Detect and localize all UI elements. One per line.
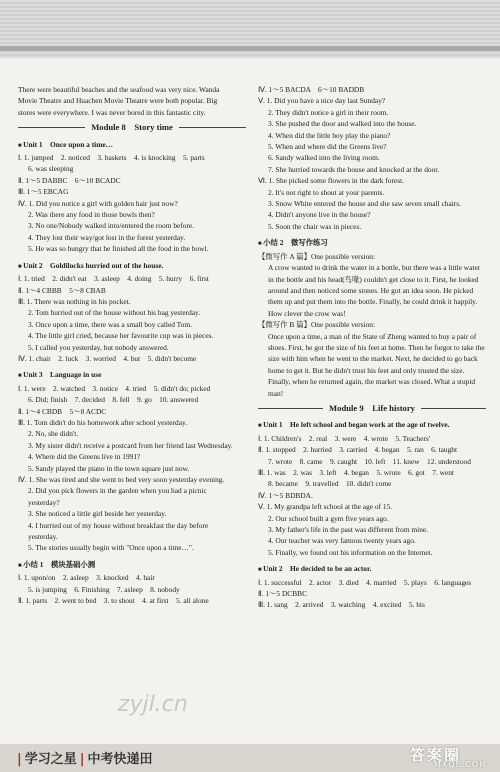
answer-line: Ⅳ. 1. chair 2. luck 3. worried 4. but 5. didn't become [18, 353, 197, 363]
unit-heading: ■ Unit 1 Once upon a time… [18, 139, 246, 152]
answer-line: Ⅲ. 1. sang 2. arrived 3. watching 4. excited 5. his [258, 600, 425, 610]
answer-line: 5. Finally, we found out his information on the Internet. [268, 547, 433, 557]
answer-line: 3. She noticed a little girl beside her yesterday. [28, 509, 167, 519]
answer-line: Ⅵ. 1. She picked some flowers in the dark forest. [258, 176, 404, 186]
answer-line: 6. Sandy walked into the living room. [268, 153, 380, 163]
module-title: Module 8 Story time [91, 122, 173, 133]
unit-heading: ■ Unit 2 He decided to be an actor. [258, 563, 486, 576]
answer-line: Ⅳ. 1. Did you notice a girl with golden hair just now? [18, 198, 178, 208]
answer-line: Ⅱ. 1～4 CBDB 5～8 ACDC [18, 406, 107, 416]
unit-heading: ■ Unit 2 Goldilocks hurried out of the house. [18, 260, 246, 273]
watermark-big: 答案圈 [410, 746, 462, 764]
answer-line: 4. Didn't anyone live in the house? [268, 210, 371, 220]
answer-line: Ⅴ. 1. Did you have a nice day last Sunday? [258, 96, 386, 106]
answer-line: yesterday? [28, 497, 60, 507]
answer-line: Ⅲ. 1. There was nothing in his pocket. [18, 296, 131, 306]
answer-line: Ⅰ. 1. Children's 2. real 3. were 4. wrote 5. Teachers' [258, 433, 431, 443]
answer-line: 7. She hurried towards the house and knocked at the door. [268, 164, 440, 174]
answer-line: 4. They lost their way/got lost in the forest yesterday. [28, 232, 186, 242]
answer-line: 3. My father's life in the past was different from mine. [268, 525, 429, 535]
answer-line: 5. He was so hungry that he finished all the food in the bowl. [28, 244, 209, 254]
answer-line: 2. Did you pick flowers in the garden when you had a picnic [28, 486, 207, 496]
answer-line: 5. I called you yesterday, but nobody answered. [28, 342, 169, 352]
watermark-logo [404, 746, 496, 770]
writing-paragraph: A crow wanted to drink the water in a bottle, but there was a little water in the bottle and his head(鸟喙) couldn't get close to it. First, he looked around and then noticed some stones. He got an idea soon. He picked them up and put them into the bottle. Finally, he could drink it happily. How clever the crow was! [268, 263, 481, 318]
answer-line: 5. Soon the chair was in pieces. [268, 221, 362, 231]
answer-line: 4. Our teacher was very famous twenty years ago. [268, 536, 416, 546]
answer-line: stores were everywhere. I was never bored in this fantastic city. [18, 107, 206, 117]
answer-line: 6. Did; finish 7. decided 8. fell 9. go 10. answered [28, 395, 199, 405]
answer-line: Ⅲ. 1～5 EBCAG [18, 187, 69, 197]
unit-heading: ■ 小结 1 模块基础小测 [18, 559, 246, 572]
answer-line: Ⅱ. 1. parts 2. went to bed 3. to shout 4. at first 5. all alone [18, 596, 209, 606]
answer-line: 2. Tom hurried out of the house without his bag yesterday. [28, 308, 201, 318]
watermark-small: MXQE.COM [434, 760, 488, 769]
answer-line: Ⅰ. 1. were 2. watched 3. notice 4. tried 5. didn't do; picked [18, 383, 211, 393]
answer-line: Ⅱ. 1. stopped 2. hurried 3. carried 4. began 5. ran 6. taught [258, 445, 458, 455]
answer-line: Ⅳ. 1～5 BDBDA. [258, 490, 313, 500]
left-column [18, 84, 246, 606]
top-scan-band [0, 0, 500, 58]
answer-line: 5. The stories usually begin with "Once upon a time…". [28, 543, 194, 553]
watermark-mid: zyjl.cn [115, 692, 191, 717]
brand-name-b: 中考快递田 [87, 752, 153, 767]
answer-line: 【微写作 B 篇】One possible version: [258, 320, 376, 330]
answer-line: 【微写作 A 篇】One possible version: [258, 251, 376, 261]
answer-line: 4. Where did the Greens live in 1991? [28, 452, 141, 462]
unit-heading: ■ 小结 2 微写作练习 [258, 237, 486, 250]
answer-line: 3. My sister didn't receive a postcard from her friend last Wednesday. [28, 440, 233, 450]
answer-line: Ⅱ. 1～5 DCBBC [258, 589, 308, 599]
answer-line: Ⅰ. 1. upon/on 2. asleep 3. knocked 4. hair [18, 573, 155, 583]
answer-line: Ⅰ. 1. successful 2. actor 3. died 4. married 5. plays 6. languages [258, 577, 472, 587]
answer-line: 4. The little girl cried, because her favourite cup was in pieces. [28, 331, 214, 341]
answer-line: Ⅰ. 1. jumped 2. noticed 3. baskets 4. is knocking 5. parts [18, 153, 205, 163]
answer-line: Ⅴ. 1. My grandpa left school at the age of 15. [258, 502, 393, 512]
brand-name-a: 学习之星 [24, 752, 77, 767]
answer-line: Ⅰ. 1. tried 2. didn't eat 3. asleep 4. doing 5. hurry 6. first [18, 274, 209, 284]
rule-right [421, 408, 486, 409]
answer-line: Movie Theatre and Huachen Movie Theatre were both popular. Big [18, 96, 218, 106]
answer-line: 3. Snow White entered the house and she saw seven small chairs. [268, 199, 461, 209]
answer-line: Ⅳ. 1～5 BACDA 6～10 BADDB [258, 85, 365, 94]
answer-line: 3. Once upon a time, there was a small boy called Tom. [28, 319, 192, 329]
answer-line: 3. She pushed the door and walked into the house. [268, 119, 417, 129]
answer-line: 6. was sleeping [28, 164, 74, 174]
answer-line: 2. Was there any food in those bowls then? [28, 210, 155, 220]
answer-line: 2. Our school built a gym five years ago. [268, 513, 389, 523]
answer-line: 8. became 9. travelled 10. didn't come [268, 479, 392, 489]
answer-line: 5. When and where did the Greens live? [268, 142, 387, 152]
answer-line: 4. I hurried out of my house without breakfast the day before [28, 520, 209, 530]
answer-line: 7. wrote 8. came 9. caught 10. left 11. knew 12. understood [268, 456, 471, 466]
answer-line: Ⅲ. 1. was 2. was 3. left 4. began 5. wrote 6. got 7. went [258, 468, 454, 477]
answer-line: There were beautiful beaches and the seafood was very nice. Wanda [18, 85, 220, 94]
writing-paragraph: Once upon a time, a man of the State of Zheng wanted to buy a pair of shoes. First, he got the size of his feet at home. Then he forgot to take the size with him when he went to the market. Next, he decided to go back home to get it. But he didn't trust his feet and only trusted the size. Finally, when he returned again, the market was closed. What a stupid man! [268, 331, 485, 398]
answer-line: 2. They didn't notice a girl in their room. [268, 107, 389, 117]
page-footer [0, 744, 500, 772]
answer-line: 3. No one/Nobody walked into/entered the room before. [28, 221, 195, 231]
rule-right [179, 127, 246, 128]
footer-brand: | 学习之星 | 中考快递田 [17, 752, 153, 767]
module-heading [258, 403, 486, 414]
module-title: Module 9 Life history [329, 402, 415, 413]
answer-line: Ⅳ. 1. She was tired and she went to bed very soon yesterday evening. [18, 475, 225, 484]
answer-line: Ⅱ. 1～5 DABBC 6～10 BCADC [18, 175, 121, 185]
answer-line: 2. It's not right to shout at your parents. [268, 187, 385, 197]
unit-heading: ■ Unit 3 Language in use [18, 369, 246, 382]
rule-left [258, 408, 323, 409]
unit-heading: ■ Unit 1 He left school and began work at the age of twelve. [258, 419, 486, 432]
answer-line: 5. is jumping 6. Finishing 7. asleep 8. nobody [28, 584, 180, 594]
top-rule [0, 46, 500, 51]
answer-line: Ⅱ. 1～4 CBBB 5～8 CBAB [18, 285, 106, 295]
answer-line: Ⅲ. 1. Tom didn't do his homework after school yesterday. [18, 417, 188, 427]
rule-left [18, 127, 85, 128]
answer-line: 2. No, she didn't. [28, 429, 79, 439]
answer-line: 4. When did the little boy play the piano? [268, 130, 391, 140]
module-heading [18, 122, 246, 133]
right-column [258, 84, 486, 611]
answer-line: 5. Sandy played the piano in the town square just now. [28, 463, 190, 473]
answer-line: yesterday. [28, 532, 58, 542]
